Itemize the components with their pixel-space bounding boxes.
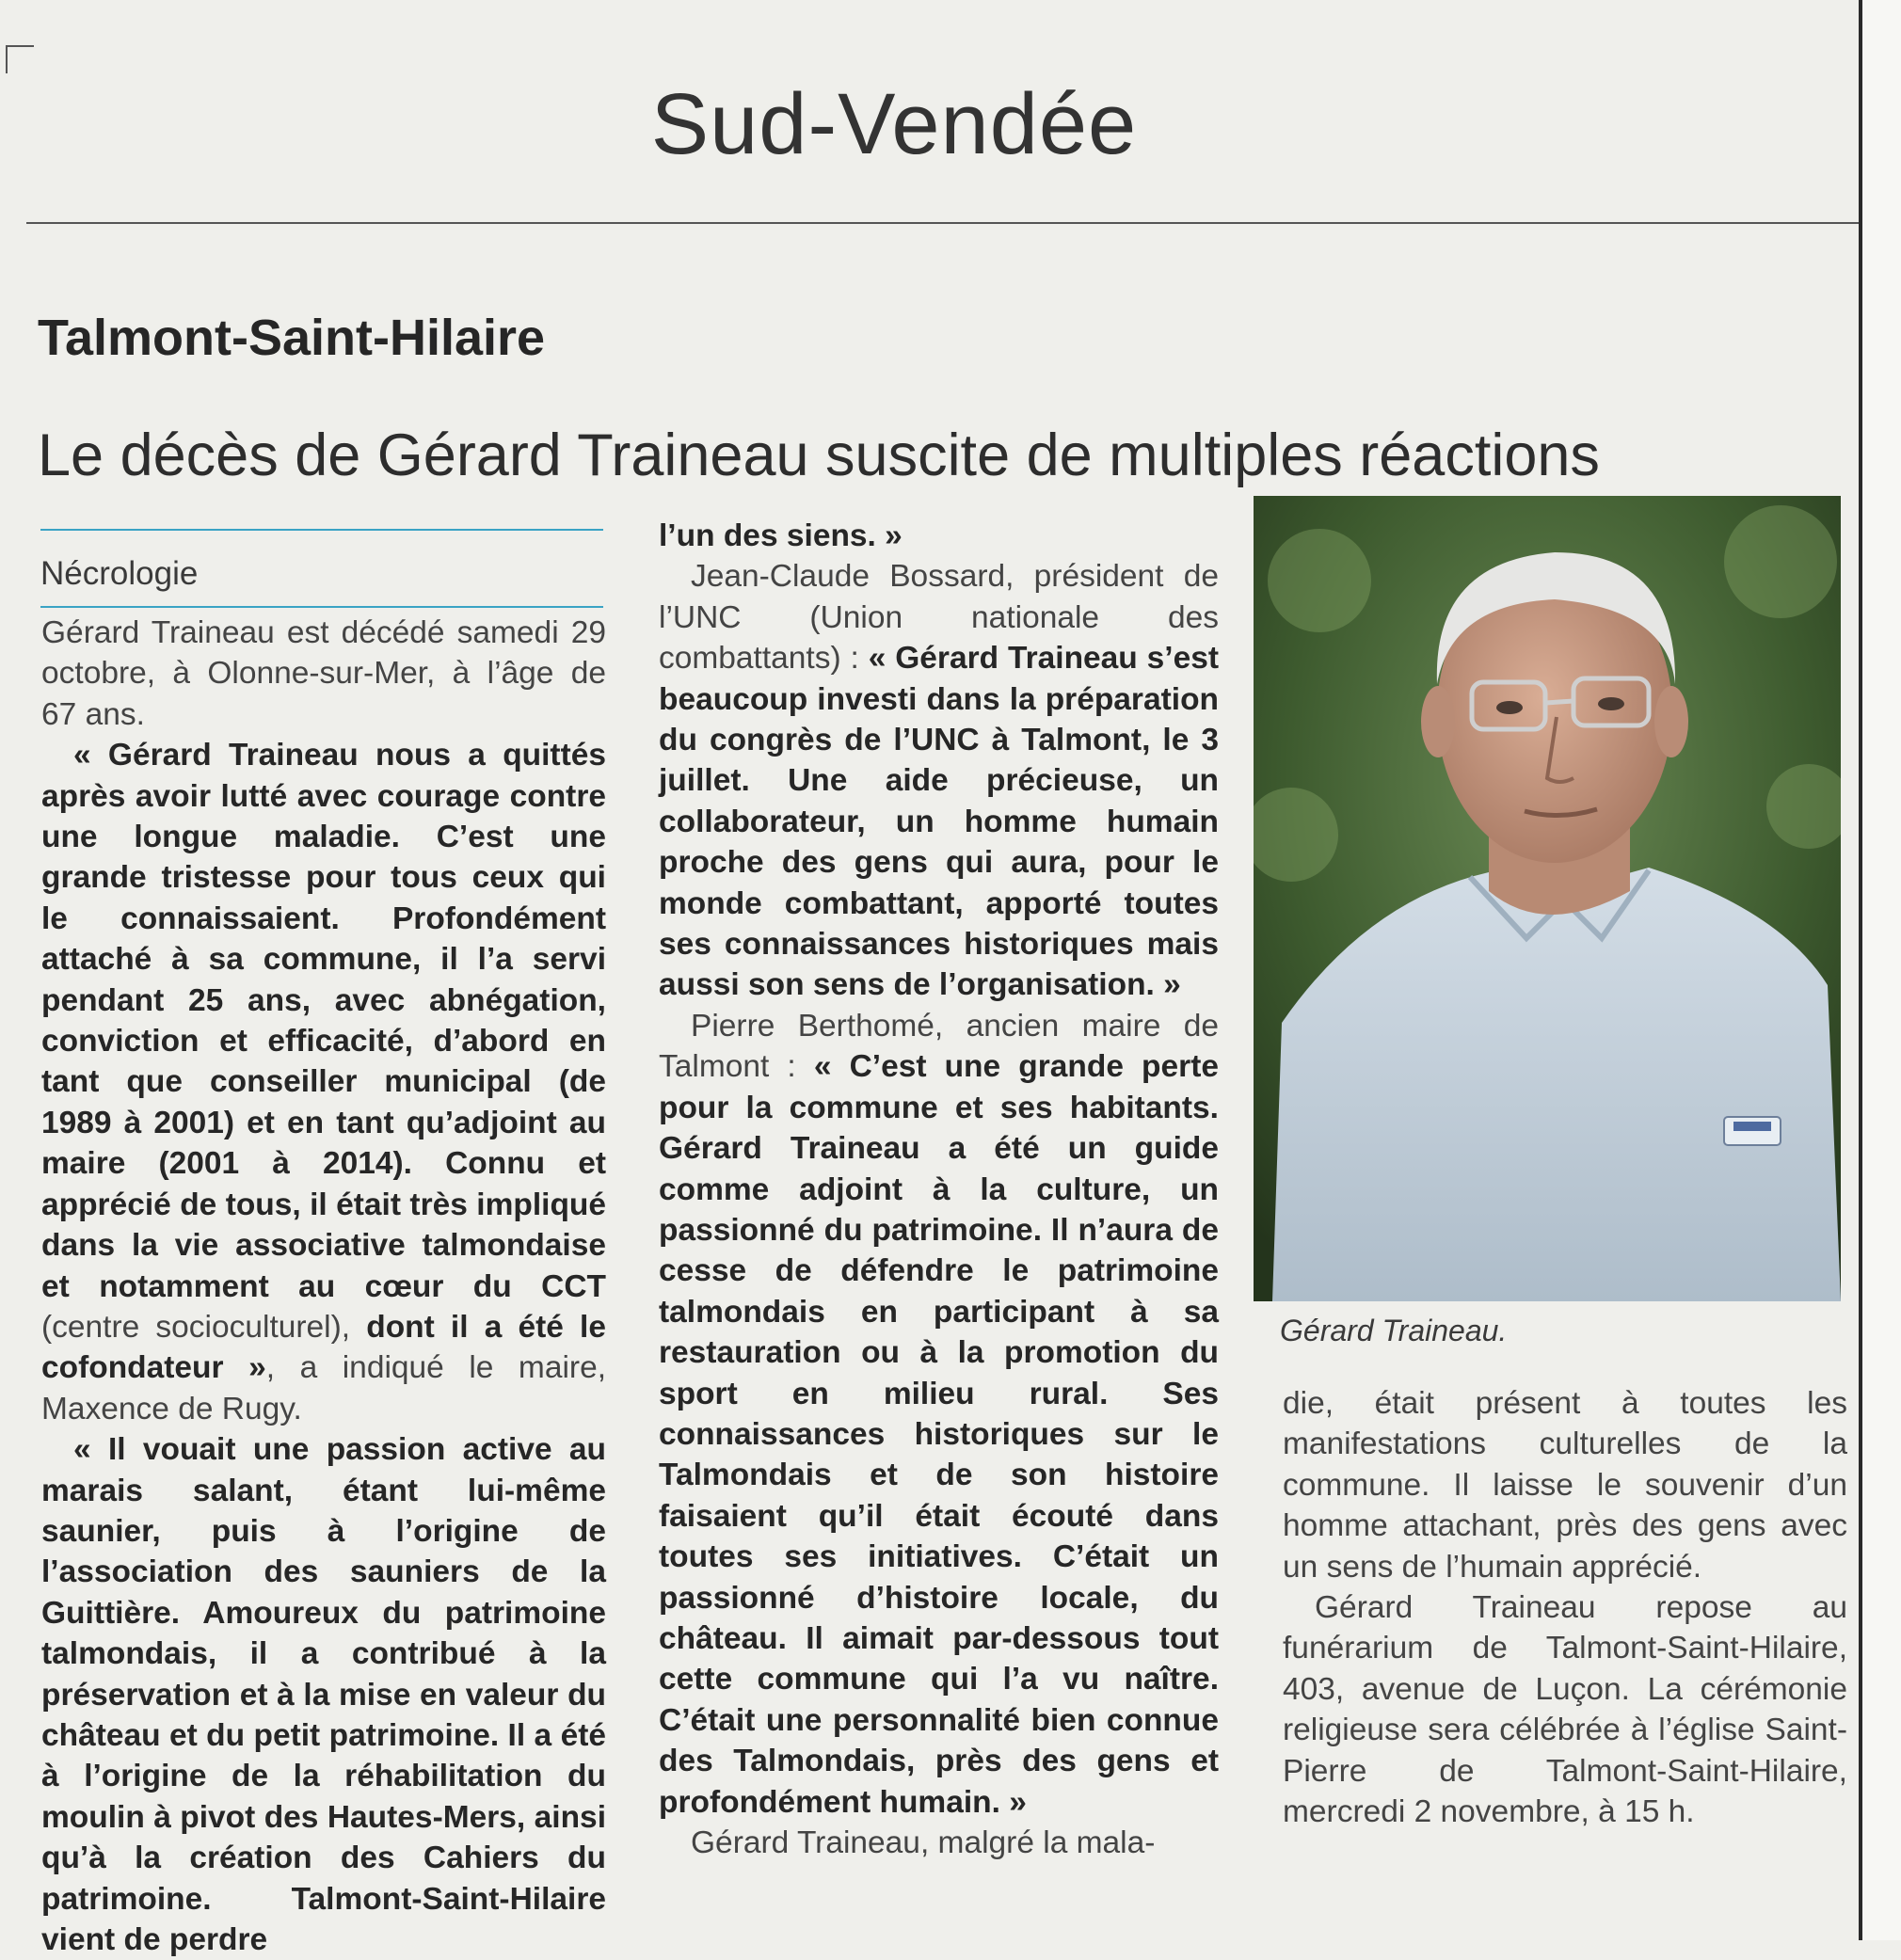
location-heading: Talmont-Saint-Hilaire xyxy=(38,310,546,366)
closing-paragraph-start: Gérard Traineau, malgré la mala- xyxy=(691,1825,1156,1860)
portrait-illustration xyxy=(1254,496,1841,1301)
rubric-rule-top xyxy=(40,529,603,531)
unc-quote: « Gérard Traineau s’est beaucoup investi dans la préparation du congrès de l’UNC à Talmont, le 3 juillet. Une aide précieuse, un collaborateur, un homme humain proche des gens qui aura, pour le monde combattant, apporté toutes ses connaissances historiques mais aussi son sens de l’organisation. » xyxy=(659,641,1219,1003)
photo-caption: Gérard Traineau. xyxy=(1280,1314,1508,1347)
intro-paragraph: Gérard Traineau est décédé samedi 29 octobre, à Olonne-sur-Mer, à l’âge de 67 ans. xyxy=(41,615,606,732)
rubric-label: Nécrologie xyxy=(40,555,199,592)
mayor-quote-aside: (centre socioculturel), xyxy=(41,1309,367,1345)
former-mayor-quote: « C’est une grande perte pour la commune et ses habitants. Gérard Traineau a été un guide comme adjoint à la culture, un passionné du patrimoine. Il n’aura de cesse de défendre le patrimoine talmondais en participant à sa restauration ou à la promotion du sport en milieu rural. Ses connaissances historiques sur le Talmondais et de son histoire faisaient qu’il était écouté dans toutes ses initiatives. C’était un passionné d’histoire locale, du château. Il aimait par-dessous tout cette commune qui l’a vu naître. C’était une personnalité bien connue des Talmondais, près des gens et profondément humain. » xyxy=(659,1049,1219,1820)
former-mayor-paragraph xyxy=(659,1006,1219,1823)
quote-paragraph-mayor xyxy=(41,735,606,1429)
crop-mark xyxy=(6,45,34,73)
page-edge-line xyxy=(1859,0,1862,1940)
article-column-1 xyxy=(41,613,606,1960)
mayor-quote-end: dont il a été le cofondateur » xyxy=(41,1309,606,1386)
section-divider xyxy=(26,222,1859,224)
page-edge-strip xyxy=(1862,0,1901,1940)
mayor-attribution: , a indiqué le maire, Maxence de Rugy. xyxy=(41,1350,607,1426)
article-column-3 xyxy=(1283,1383,1847,1832)
portrait-photo xyxy=(1254,496,1841,1301)
unc-paragraph xyxy=(659,556,1219,1005)
mayor-quote: « Gérard Traineau nous a quittés après avoir lutté avec courage contre une longue maladie. C’est une grande tristesse pour tous ceux qui le connaissaient. Profondément attaché à sa commune, il l’a servi pendant 25 ans, avec abnégation, conviction et efficacité, d’abord en tant que conseiller municipal (de 1989 à 2001) et en tant qu’adjoint au maire (2001 à 2014). Connu et apprécié de tous, il était très impliqué dans la vie associative talmondaise et notamment au cœur du CCT xyxy=(41,738,606,1304)
unc-attribution: Jean-Claude Bossard, président de l’UNC (Union nationale des combattants) : xyxy=(659,559,1219,677)
article-column-2 xyxy=(659,516,1219,1863)
rubric-rule-bottom xyxy=(40,606,603,608)
quote-continuation: l’un des siens. » xyxy=(659,518,903,553)
closing-paragraph-end: die, était présent à toutes les manifestations culturelles de la commune. Il laisse le souvenir d’un homme attachant, près des gens avec un sens de l’humain apprécié. xyxy=(1283,1386,1847,1585)
quote-paragraph-heritage: « Il vouait une passion active au marais salant, étant lui-même saunier, puis à l’origine de l’association des sauniers de la Guittière. Amoureux du patrimoine talmondais, il a contribué à la préservation et à la mise en valeur du château et du petit patrimoine. Il a été à l’origine de la réhabilitation du moulin à pivot des Hautes-Mers, ainsi qu’à la création des Cahiers du patrimoine. Talmont-Saint-Hilaire vient de perdre xyxy=(41,1432,606,1957)
former-mayor-attribution: Pierre Berthomé, ancien maire de Talmont : xyxy=(659,1008,1219,1085)
section-title: Sud-Vendée xyxy=(650,76,1138,172)
article-headline: Le décès de Gérard Traineau suscite de multiples réactions xyxy=(38,422,1600,488)
funeral-details-paragraph: Gérard Traineau repose au funérarium de Talmont-Saint-Hilaire, 403, avenue de Luçon. La cérémonie religieuse sera célébrée à l’église Saint-Pierre de Talmont-Saint-Hilaire, mercredi 2 novembre, à 15 h. xyxy=(1283,1590,1847,1830)
